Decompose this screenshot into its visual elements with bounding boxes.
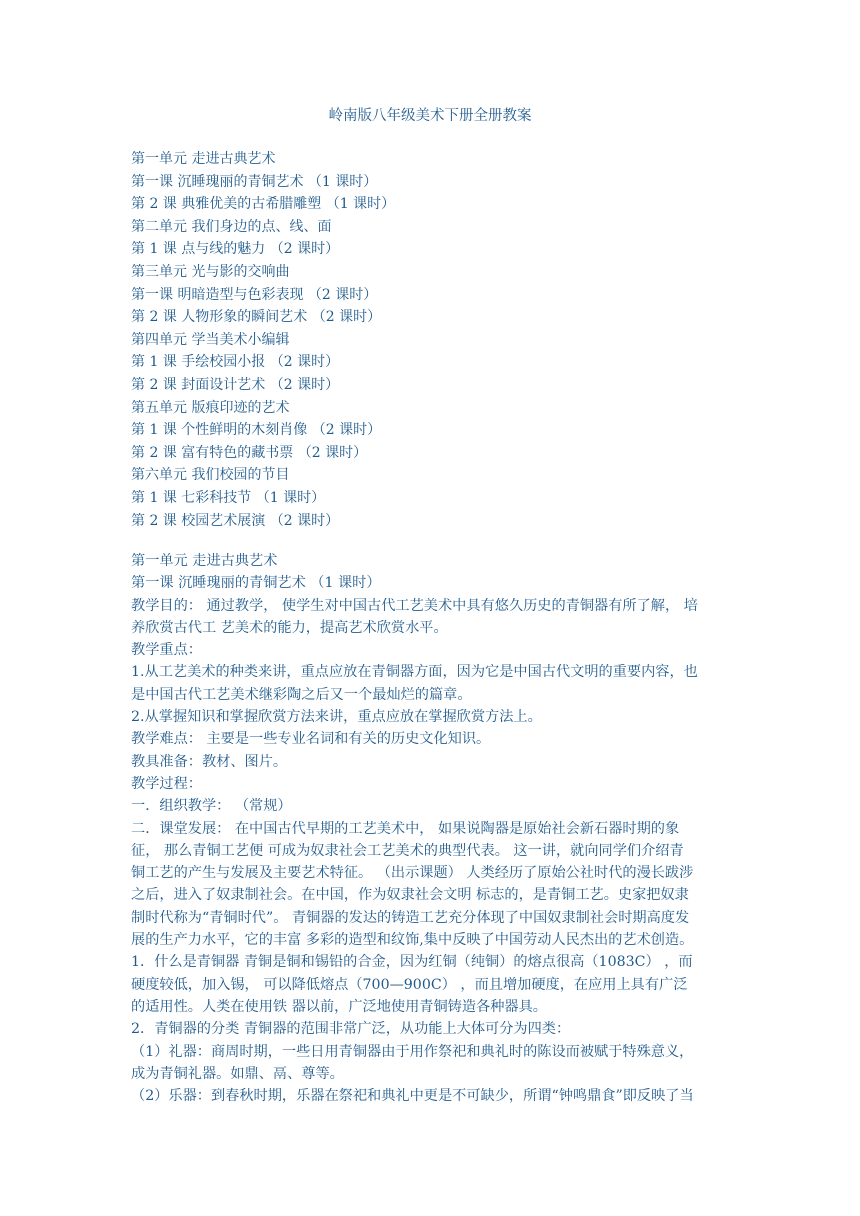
body-line: （2）乐器：到春秋时期，乐器在祭祀和典礼中更是不可缺少，所谓“钟鸣鼎食”即反映了当 — [131, 1088, 694, 1105]
toc-line: 第 2 课 富有特色的藏书票 （2 课时） — [131, 444, 368, 461]
body-line: 教具准备：教材、图片。 — [131, 753, 288, 770]
body-line: 第一单元 走进古典艺术 — [131, 553, 278, 569]
toc-line: 第 1 课 点与线的魅力 （2 课时） — [131, 241, 340, 258]
table-of-contents — [131, 148, 751, 532]
body-line: 1．什么是青铜器 青铜是铜和锡铅的合金，因为红铜（纯铜）的熔点很高（1083C） ，而 — [131, 954, 693, 971]
body-line: 之后，进入了奴隶制社会。在中国，作为奴隶社会文明 标志的，是青铜工艺。史家把奴隶 — [131, 887, 689, 904]
body-line: 2.从掌握知识和掌握欣赏方法来讲，重点应放在掌握欣赏方法上。 — [131, 709, 542, 726]
body-line: 教学目的： 通过教学， 使学生对中国古代工艺美术中具有悠久历史的青铜器有所了解， 培 — [131, 597, 698, 614]
body-line: 一．组织教学： （常规） — [131, 798, 292, 815]
body-line: 展的生产力水平，它的丰富 多彩的造型和纹饰,集中反映了中国劳动人民杰出的艺术创造。 — [131, 932, 694, 949]
body-line: 养欣赏古代工 艺美术的能力，提高艺术欣赏水平。 — [131, 619, 448, 636]
lesson-body — [131, 550, 737, 1107]
toc-line: 第四单元 学当美术小编辑 — [131, 331, 290, 348]
toc-line: 第 2 课 人物形象的瞬间艺术 （2 课时） — [131, 309, 382, 326]
body-line: 硬度较低，加入锡， 可以降低熔点（700—900C） ，而且增加硬度，在应用上具有广泛 — [131, 976, 688, 993]
toc-line: 第一课 明暗造型与色彩表现 （2 课时） — [131, 286, 378, 303]
body-line: （1）礼器：商周时期，一些日用青铜器由于用作祭祀和典礼时的陈设而被赋于特殊意义， — [131, 1043, 694, 1060]
toc-line: 第五单元 版痕印迹的艺术 — [131, 399, 290, 416]
body-line: 成为青铜礼器。如鼎、鬲、尊等。 — [131, 1065, 344, 1082]
toc-line: 第六单元 我们校园的节目 — [131, 467, 290, 484]
body-line: 铜工艺的产生与发展及主要艺术特征。 （出示课题） 人类经历了原始公社时代的漫长跋涉 — [131, 865, 694, 882]
body-line: 的适用性。人类在使用铁 器以前，广泛地使用青铜铸造各种器具。 — [131, 998, 547, 1015]
toc-line: 第 1 课 七彩科技节 （1 课时） — [131, 489, 326, 506]
body-line: 2．青铜器的分类 青铜器的范围非常广泛，从功能上大体可分为四类： — [131, 1021, 571, 1038]
body-line: 教学过程： — [131, 775, 202, 792]
body-line: 制时代称为“青铜时代”。 青铜器的发达的铸造工艺充分体现了中国奴隶制社会时期高度发 — [131, 909, 690, 926]
toc-line: 第 2 课 校园艺术展演 （2 课时） — [131, 512, 340, 529]
toc-line: 第一单元 走进古典艺术 — [131, 151, 276, 167]
body-line: 教学重点： — [131, 642, 202, 659]
toc-line: 第 2 课 典雅优美的古希腊雕塑 （1 课时） — [131, 196, 396, 213]
document-title: 岭南版八年级美术下册全册教案 — [328, 108, 532, 124]
toc-line: 第三单元 光与影的交响曲 — [131, 263, 290, 280]
toc-line: 第一课 沉睡瑰丽的青铜艺术 （1 课时） — [131, 173, 378, 190]
toc-line: 第 1 课 个性鲜明的木刻肖像 （2 课时） — [131, 422, 382, 439]
body-line: 二．课堂发展： 在中国古代早期的工艺美术中， 如果说陶器是原始社会新石器时期的象 — [131, 820, 680, 837]
body-line: 1.从工艺美术的种类来讲，重点应放在青铜器方面，因为它是中国古代文明的重要内容，也 — [131, 664, 698, 681]
body-line: 征， 那么青铜工艺便 可成为奴隶社会工艺美术的典型代表。 这一讲，就向同学们介绍青 — [131, 842, 684, 859]
toc-line: 第二单元 我们身边的点、线、面 — [131, 218, 332, 235]
toc-line: 第 2 课 封面设计艺术 （2 课时） — [131, 376, 340, 393]
body-line: 是中国古代工艺美术继彩陶之后又一个最灿烂的篇章。 — [131, 686, 472, 703]
body-line: 教学难点： 主要是一些专业名词和有关的历史文化知识。 — [131, 731, 491, 748]
body-line: 第一课 沉睡瑰丽的青铜艺术 （1 课时） — [131, 575, 381, 592]
toc-line: 第 1 课 手绘校园小报 （2 课时） — [131, 354, 340, 371]
